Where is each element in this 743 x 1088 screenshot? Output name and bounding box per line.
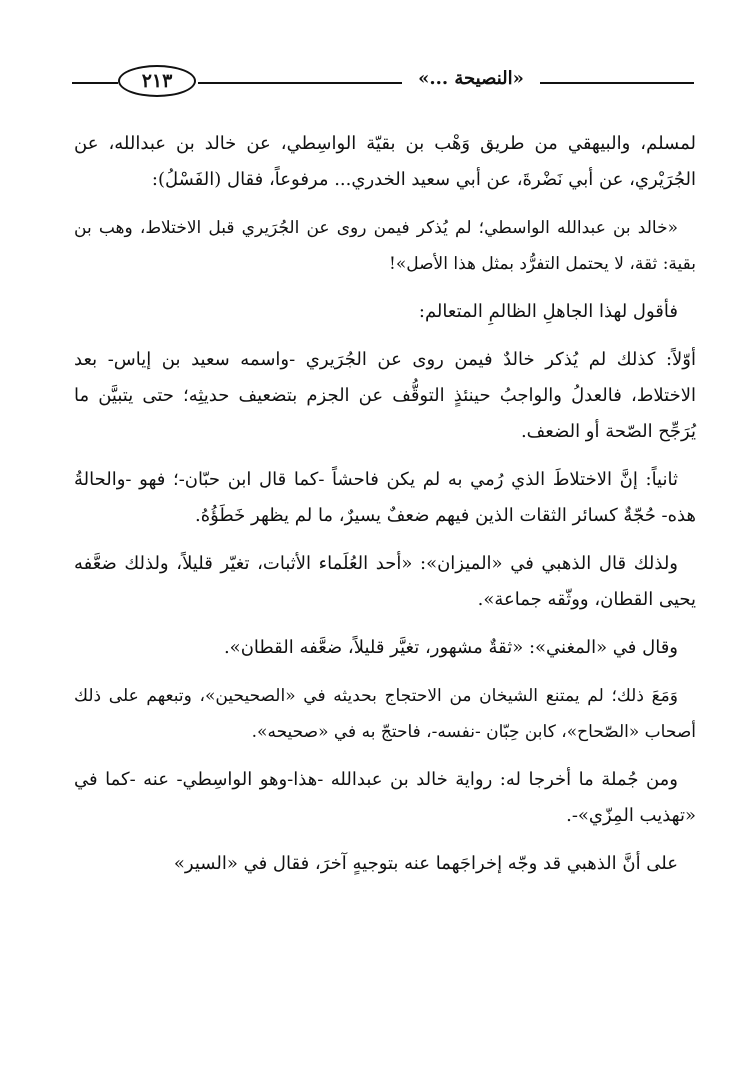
paragraph-5: ثانياً: إنَّ الاختلاطَ الذي رُمي به لم يكن فاحشاً -كما قال ابن حبّان-؛ فهو -والحالةُ هذه- حُجّةٌ كسائر الثقات الذين فيهم ضعفٌ يسيرٌ، ما لم يظهر خَطَؤُهُ.	[74, 469, 696, 526]
paragraph-10: على أنَّ الذهبي قد وجّه إخراجَهما عنه بتوجيهٍ آخرَ، فقال في «السير»	[173, 853, 678, 874]
paragraph-7: وقال في «المغني»: «ثقةٌ مشهور، تغيَّر قليلاً، ضعَّفه القطان».	[223, 637, 678, 658]
header-rule-middle	[198, 82, 402, 84]
header-rule-left	[72, 82, 118, 84]
running-title: «النصيحة ...»	[418, 68, 524, 89]
paragraph-6: ولذلك قال الذهبي في «الميزان»: «أحد العُلَماء الأثبات، تغيّر قليلاً، ولذلك ضعَّفه يحيى القطان، ووثّقه جماعة».	[74, 553, 696, 610]
paragraph-8: وَمَعَ ذلك؛ لم يمتنع الشيخان من الاحتجاج بحديثه في «الصحيحين»، وتبعهم على ذلك أصحاب «الصّحاح»، كابن حِبّان -نفسه-، فاحتجّ به في «صحيحه».	[74, 686, 696, 742]
header-rule-right	[540, 82, 694, 84]
page-number-badge: ٢١٣	[118, 65, 196, 97]
paragraph-9: ومن جُملة ما أخرجا له: رواية خالد بن عبدالله -هذا-وهو الواسِطي- عنه -كما في «تهذيب المِزّي»-.	[74, 769, 696, 826]
paragraph-4: أوّلاً: كذلك لم يُذكر خالدٌ فيمن روى عن الجُرَيري -واسمه سعيد بن إياس- بعد الاختلاط، فالعدلُ والواجبُ حينئذٍ التوقُّف عن الجزم بتضعيف حديثِه؛ حتى يتبيَّن ما يُرَجِّح الصّحة أو الضعف.	[74, 349, 696, 442]
paragraph-2-quote: «خالد بن عبدالله الواسطي؛ لم يُذكر فيمن روى عن الجُرَيري قبل الاختلاط، وهب بن بقية: ثقة، لا يحتمل التفرُّد بمثل هذا الأصل»!	[74, 218, 696, 274]
page-body	[74, 126, 696, 894]
paragraph-1: لمسلم، والبيهقي من طريق وَهْب بن بقيّة الواسِطي، عن خالد بن عبدالله، عن الجُرَيْري، عن أبي نَضْرةَ، عن أبي سعيد الخدري... مرفوعاً، فقال (الفَسْلُ):	[74, 133, 696, 190]
paragraph-3: فأقول لهذا الجاهلِ الظالمِ المتعالم:	[418, 301, 678, 322]
page-header	[72, 62, 694, 102]
